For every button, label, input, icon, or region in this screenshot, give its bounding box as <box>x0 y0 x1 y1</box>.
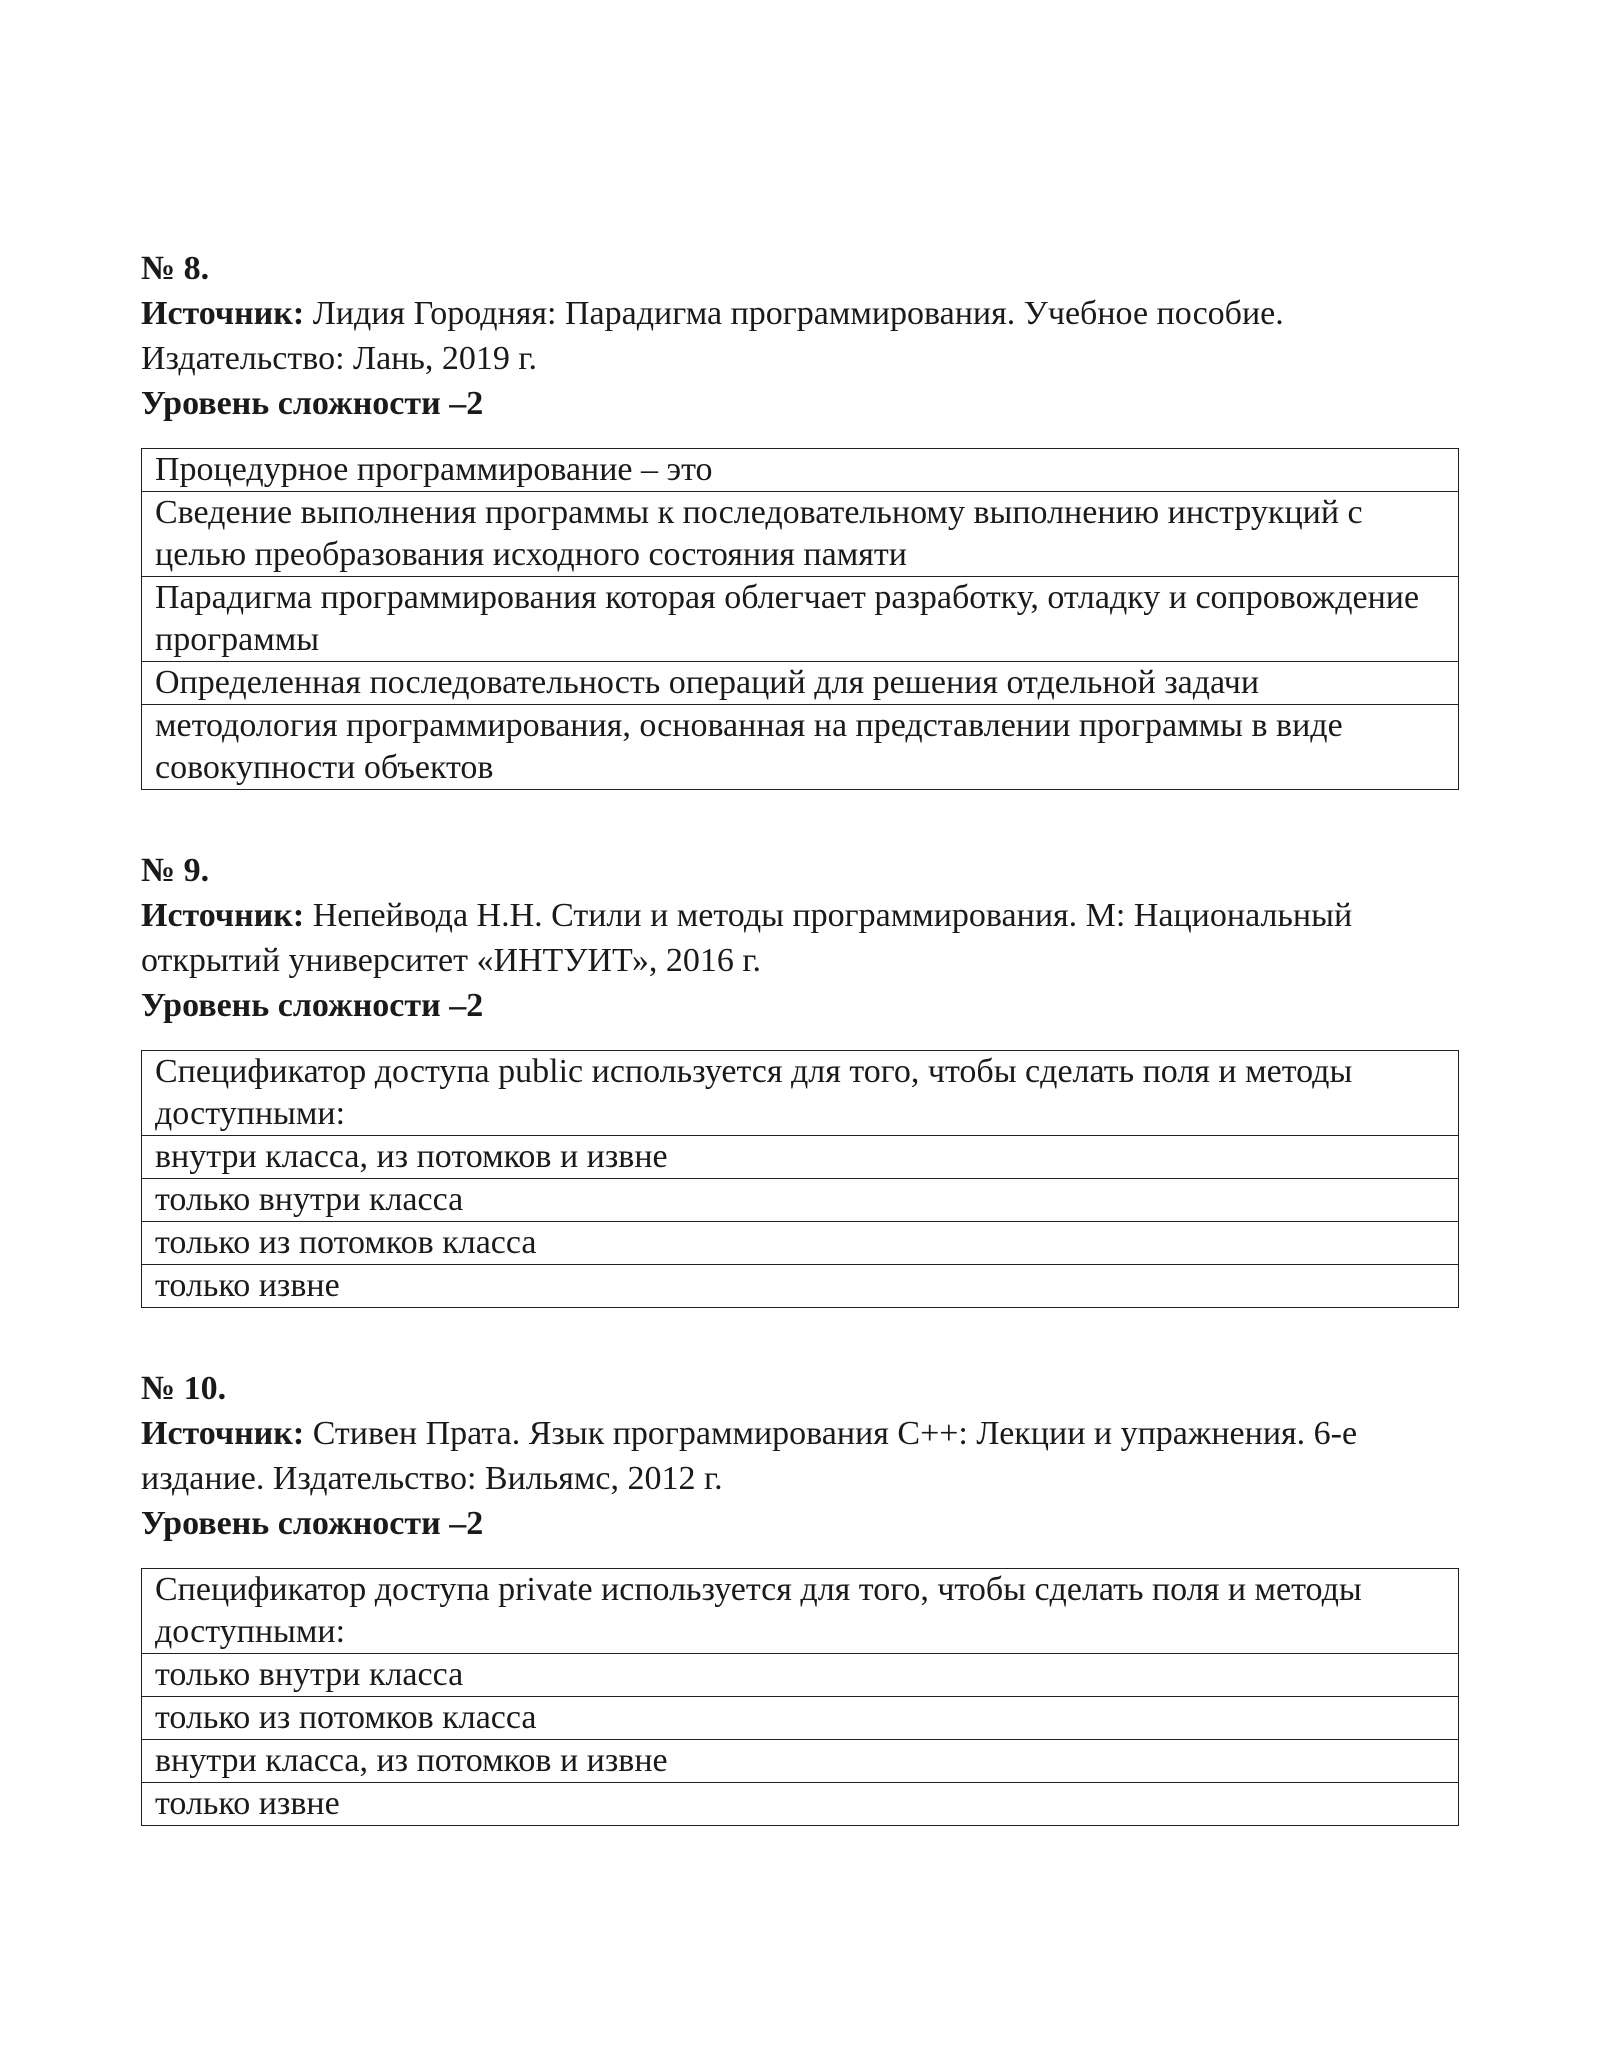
answer-option-row <box>142 1179 1459 1222</box>
answer-option: внутри класса, из потомков и извне <box>142 1740 1459 1783</box>
source-label: Источник: <box>141 295 305 332</box>
answer-option-row <box>142 1136 1459 1179</box>
question-table <box>141 1050 1459 1308</box>
answer-option: только из потомков класса <box>142 1222 1459 1265</box>
answer-option: только извне <box>142 1783 1459 1826</box>
answer-option-row <box>142 1654 1459 1697</box>
difficulty-level: Уровень сложности –2 <box>141 987 484 1024</box>
answer-option: Определенная последовательность операций для решения отдельной задачи <box>142 662 1459 705</box>
answer-option-row <box>142 662 1459 705</box>
question-block <box>141 848 1459 1308</box>
question-stem: Процедурное программирование – это <box>142 449 1459 492</box>
question-table <box>141 1568 1459 1826</box>
answer-option-row <box>142 705 1459 790</box>
answer-option: внутри класса, из потомков и извне <box>142 1136 1459 1179</box>
question-table <box>141 448 1459 790</box>
question-stem-row <box>142 449 1459 492</box>
answer-option-row <box>142 1265 1459 1308</box>
source-text: Непейвода Н.Н. Стили и методы программирования. М: Национальный открытий университет «ИНТУИТ», 2016 г. <box>141 897 1353 979</box>
answer-option-row <box>142 577 1459 662</box>
answer-option-row <box>142 1740 1459 1783</box>
difficulty-level: Уровень сложности –2 <box>141 385 484 422</box>
question-source <box>141 1411 1459 1501</box>
question-number: № 9. <box>141 852 210 889</box>
answer-option: Парадигма программирования которая облегчает разработку, отладку и сопровождение программы <box>142 577 1459 662</box>
source-label: Источник: <box>141 897 305 934</box>
question-stem-row <box>142 1569 1459 1654</box>
answer-option-row <box>142 1222 1459 1265</box>
answer-option-row <box>142 1697 1459 1740</box>
answer-option: методология программирования, основанная на представлении программы в виде совокупности объектов <box>142 705 1459 790</box>
difficulty-level: Уровень сложности –2 <box>141 1505 484 1542</box>
question-block <box>141 246 1459 790</box>
answer-option: только внутри класса <box>142 1179 1459 1222</box>
question-stem-row <box>142 1051 1459 1136</box>
source-text: Стивен Прата. Язык программирования C++: Лекции и упражнения. 6-е издание. Издательство: Вильямс, 2012 г. <box>141 1415 1358 1497</box>
source-text: Лидия Городняя: Парадигма программирования. Учебное пособие. Издательство: Лань, 2019 г. <box>141 295 1284 377</box>
answer-option-row <box>142 1783 1459 1826</box>
document-page <box>141 246 1459 1826</box>
source-label: Источник: <box>141 1415 305 1452</box>
answer-option: только из потомков класса <box>142 1697 1459 1740</box>
question-number: № 10. <box>141 1370 227 1407</box>
question-source <box>141 893 1459 983</box>
question-stem: Спецификатор доступа public используется для того, чтобы сделать поля и методы доступными: <box>142 1051 1459 1136</box>
question-stem: Спецификатор доступа private используется для того, чтобы сделать поля и методы доступными: <box>142 1569 1459 1654</box>
question-number: № 8. <box>141 250 210 287</box>
answer-option: только извне <box>142 1265 1459 1308</box>
answer-option: только внутри класса <box>142 1654 1459 1697</box>
question-source <box>141 291 1459 381</box>
answer-option: Сведение выполнения программы к последовательному выполнению инструкций с целью преобразования исходного состояния памяти <box>142 492 1459 577</box>
question-block <box>141 1366 1459 1826</box>
answer-option-row <box>142 492 1459 577</box>
